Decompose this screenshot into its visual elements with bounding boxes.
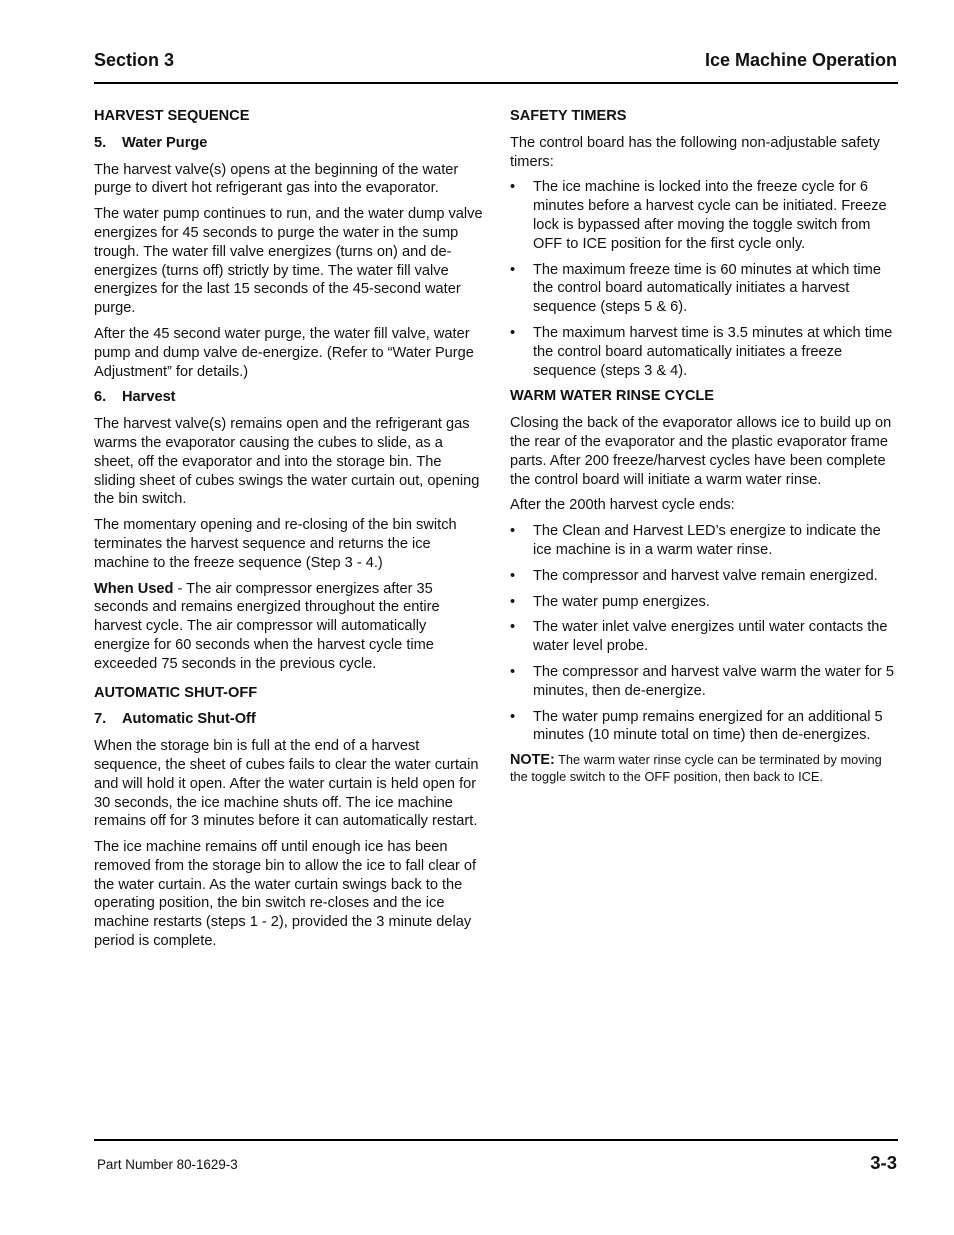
list-item [510, 178, 902, 253]
list-item [510, 324, 902, 380]
page-title: Ice Machine Operation [704, 50, 897, 70]
step-title: Automatic Shut-Off [122, 711, 256, 728]
step-number: 6. [94, 389, 107, 406]
list-item-text: The maximum harvest time is 3.5 minutes at which time the control board automatically initiates a freeze sequence (steps 3 & 4). [533, 324, 893, 379]
heading-warm-water-rinse: WARM WATER RINSE CYCLE [510, 388, 715, 405]
rinse-step-list [510, 522, 902, 745]
bullet-icon: • [510, 593, 516, 610]
step-number: 7. [94, 711, 107, 728]
when-used-text: - The air compressor energizes after 35 seconds and remains energized throughout the entire harvest cycle. The air compressor will automatically energize for 60 seconds when the harvest cycle time exceeded 75 seconds in the previous cycle. [94, 580, 440, 672]
paragraph: The water pump continues to run, and the water dump valve energizes for 45 seconds to purge the water in the sump trough. The water fill valve energizes (turns on) and de-energizes (turns off) strictly by time. The water fill valve energizes for the last 15 seconds of the 45-second water purge. [94, 206, 483, 317]
footer-rule [94, 1139, 898, 1141]
paragraph: After the 200th harvest cycle ends: [510, 497, 735, 514]
bullet-icon: • [510, 523, 516, 540]
note-text: The warm water rinse cycle can be terminated by moving the toggle switch to the OFF position, then back to ICE. [510, 752, 882, 784]
step-title: Water Purge [122, 134, 208, 151]
part-number: Part Number 80-1629-3 [97, 1157, 238, 1172]
list-item [510, 663, 902, 701]
list-item [510, 593, 902, 612]
paragraph: The control board has the following non-adjustable safety timers: [510, 134, 880, 170]
section-label: Section 3 [94, 50, 175, 70]
heading-harvest-sequence: HARVEST SEQUENCE [94, 108, 250, 124]
note-label: NOTE: [510, 752, 555, 769]
header-rule [94, 82, 898, 84]
right-column [510, 107, 902, 791]
page-number: 3-3 [870, 1152, 897, 1173]
step-number: 5. [94, 134, 107, 151]
list-item-text: The water pump remains energized for an additional 5 minutes (10 minute total on time) then de-energizes. [533, 708, 883, 744]
paragraph: The ice machine remains off until enough ice has been removed from the storage bin to allow the ice to fall clear of the water curtain. As the water curtain swings back to the operating position, the bin switch re-closes and the ice machine restarts (steps 1 - 2), provided the 3 minute delay period is complete. [94, 839, 477, 950]
bullet-icon: • [510, 179, 516, 196]
list-item-text: The compressor and harvest valve warm the water for 5 minutes, then de-energize. [533, 663, 894, 699]
heading-safety-timers: SAFETY TIMERS [510, 108, 627, 124]
step-7-heading [94, 710, 484, 729]
list-item-text: The water pump energizes. [533, 593, 710, 610]
list-item [510, 708, 902, 746]
paragraph: The momentary opening and re-closing of the bin switch terminates the harvest sequence and returns the ice machine to the freeze sequence (Step 3 - 4.) [94, 517, 457, 571]
paragraph: When the storage bin is full at the end of a harvest sequence, the sheet of cubes fails to clear the water curtain and will hold it open. After the water curtain is held open for 30 seconds, the ice machine shuts off. The ice machine remains off for 3 minutes before it can automatically restart. [94, 738, 479, 830]
step-title: Harvest [122, 389, 176, 406]
heading-automatic-shut-off: AUTOMATIC SHUT-OFF [94, 684, 258, 701]
paragraph: The harvest valve(s) remains open and the refrigerant gas warms the evaporator causing the cubes to slide, as a sheet, off the evaporator and into the storage bin. The sliding sheet of cubes swings the water curtain out, opening the bin switch. [94, 416, 480, 508]
bullet-icon: • [510, 663, 516, 680]
list-item [510, 567, 902, 586]
when-used-paragraph [94, 580, 484, 674]
list-item-text: The compressor and harvest valve remain energized. [533, 567, 878, 584]
list-item-text: The water inlet valve energizes until water contacts the water level probe. [533, 619, 888, 655]
paragraph: The harvest valve(s) opens at the beginning of the water purge to divert hot refrigerant gas into the evaporator. [94, 161, 459, 197]
paragraph: Closing the back of the evaporator allows ice to build up on the rear of the evaporator and the plastic evaporator frame parts. After 200 freeze/harvest cycles have been complete the control board will initiate a warm water rinse. [510, 415, 892, 488]
left-column [94, 107, 484, 958]
bullet-icon: • [510, 324, 516, 341]
list-item-text: The Clean and Harvest LED’s energize to indicate the ice machine is in a warm water rinse. [533, 523, 881, 558]
list-item-text: The ice machine is locked into the freeze cycle for 6 minutes before a harvest cycle can be initiated. Freeze lock is bypassed after moving the toggle switch from OFF to ICE position for the first cycle only. [533, 179, 887, 252]
step-6-heading [94, 388, 484, 407]
bullet-icon: • [510, 261, 516, 278]
note [510, 752, 902, 784]
list-item [510, 261, 902, 317]
paragraph: After the 45 second water purge, the water fill valve, water pump and dump valve de-energize. (Refer to “Water Purge Adjustment” for details.) [94, 325, 474, 380]
bullet-icon: • [510, 567, 516, 584]
when-used-label: When Used [94, 580, 174, 597]
safety-timer-list [510, 178, 902, 380]
list-item-text: The maximum freeze time is 60 minutes at which time the control board automatically initiates a harvest sequence (steps 5 & 6). [533, 261, 881, 316]
bullet-icon: • [510, 619, 516, 636]
list-item [510, 618, 902, 656]
step-5-heading [94, 134, 484, 153]
bullet-icon: • [510, 708, 516, 725]
list-item [510, 522, 902, 560]
